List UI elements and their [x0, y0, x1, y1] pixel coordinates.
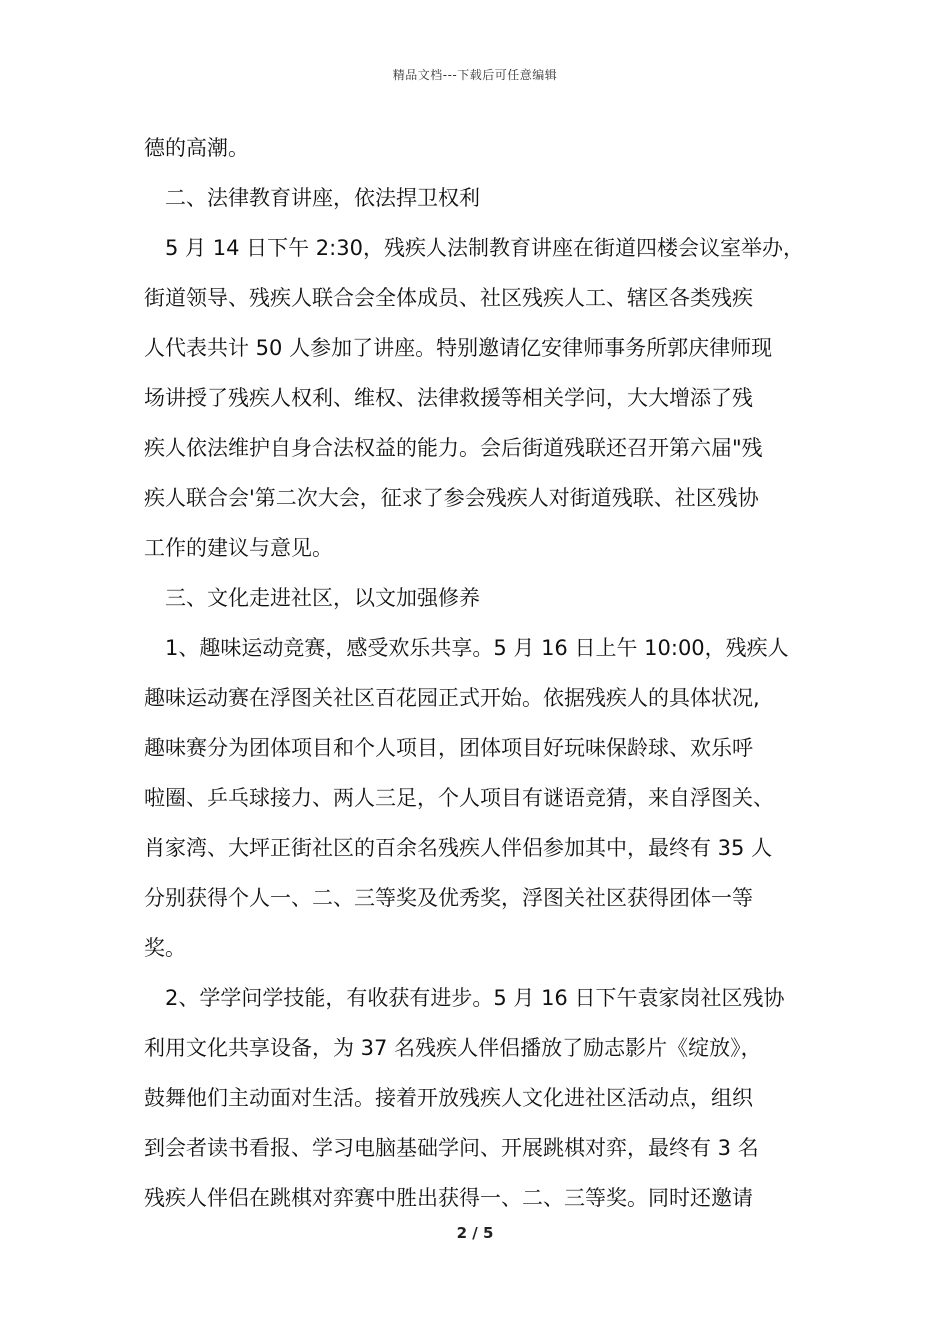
body-line: 利用文化共享设备，为 37 名残疾人伴侣播放了励志影片《绽放》，	[144, 1036, 762, 1060]
body-line: 奖。	[144, 936, 186, 960]
body-line: 趣味运动赛在浮图关社区百花园正式开始。依据残疾人的具体状况,	[144, 686, 760, 710]
body-line: 工作的建议与意见。	[144, 536, 333, 560]
body-line: 街道领导、残疾人联合会全体成员、社区残疾人工、辖区各类残疾	[144, 286, 753, 310]
body-line: 疾人依法维护自身合法权益的能力。会后街道残联还召开第六届"残	[144, 436, 763, 460]
body-line: 德的高潮。	[144, 136, 249, 160]
paragraph-line: 5 月 14 日下午 2:30，残疾人法制教育讲座在街道四楼会议室举办，	[165, 236, 804, 260]
body-line: 分别获得个人一、二、三等奖及优秀奖，浮图关社区获得团体一等	[144, 886, 753, 910]
paragraph-line: 2、学学问学技能，有收获有进步。5 月 16 日下午袁家岗社区残协	[165, 986, 785, 1010]
body-line: 趣味赛分为团体项目和个人项目，团体项目好玩味保龄球、欢乐呼	[144, 736, 753, 760]
page-number: 2 / 5	[456, 1224, 494, 1242]
page-header: 精品文档---下载后可任意编辑	[392, 68, 558, 82]
body-line: 人代表共计 50 人参加了讲座。特别邀请亿安律师事务所郭庆律师现	[144, 336, 773, 360]
body-line: 疾人联合会'第二次大会，征求了参会残疾人对街道残联、社区残协	[144, 486, 759, 510]
paragraph-line: 1、趣味运动竞赛，感受欢乐共享。5 月 16 日上午 10:00，残疾人	[165, 636, 789, 660]
body-line: 场讲授了残疾人权利、维权、法律救援等相关学问，大大增添了残	[144, 386, 753, 410]
section-heading: 二、法律教育讲座，依法捍卫权利	[165, 186, 480, 210]
body-line: 残疾人伴侣在跳棋对弈赛中胜出获得一、二、三等奖。同时还邀请	[144, 1186, 753, 1210]
body-line: 肖家湾、大坪正街社区的百余名残疾人伴侣参加其中，最终有 35 人	[144, 836, 773, 860]
body-line: 到会者读书看报、学习电脑基础学问、开展跳棋对弈，最终有 3 名	[144, 1136, 759, 1160]
section-heading: 三、文化走进社区，以文加强修养	[165, 586, 480, 610]
body-line: 鼓舞他们主动面对生活。接着开放残疾人文化进社区活动点，组织	[144, 1086, 753, 1110]
body-line: 啦圈、乒乓球接力、两人三足，个人项目有谜语竞猜，来自浮图关、	[144, 786, 774, 810]
document-body	[144, 128, 816, 1228]
